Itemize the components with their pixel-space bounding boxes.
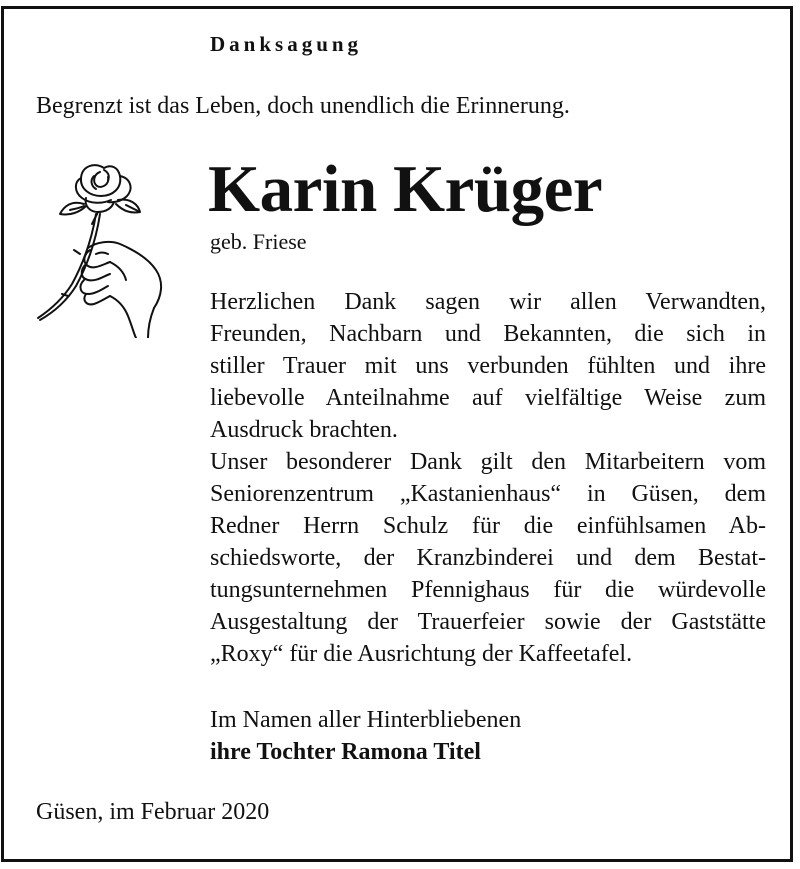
signer-name: ihre Tochter Ramona Titel [210, 739, 481, 765]
notice-heading: Danksagung [210, 32, 363, 56]
thanks-line: Seniorenzentrum „Kastanienhaus“ in Güsen, dem [210, 481, 766, 507]
rose-in-hand-icon [34, 158, 174, 338]
signoff-line: Im Namen aller Hinterbliebenen [210, 707, 522, 733]
thanks-line: schiedsworte, der Kranzbinderei und dem Bestat- [210, 545, 766, 571]
signoff-block [210, 704, 521, 768]
deceased-name: Karin Krüger [208, 152, 603, 226]
thanks-line: stiller Trauer mit uns verbunden fühlten und ihre [210, 353, 766, 379]
thanks-line: liebevolle Anteilnahme auf vielfältige Weise zum [210, 385, 766, 411]
notice-motto: Begrenzt ist das Leben, doch unendlich die Erinnerung. [36, 93, 570, 119]
thanks-line: Freunden, Nachbarn und Bekannten, die sich in [210, 321, 766, 347]
thanks-line: Herzlichen Dank sagen wir allen Verwandten, [210, 289, 766, 315]
thanks-line: tungsunternehmen Pfennighaus für die würdevolle [210, 577, 766, 603]
maiden-name: geb. Friese [210, 229, 307, 254]
thanks-line: Redner Herrn Schulz für die einfühlsamen Ab- [210, 513, 766, 539]
place-date: Güsen, im Februar 2020 [36, 799, 270, 825]
thanks-text [210, 286, 766, 670]
thanks-line: Unser besonderer Dank gilt den Mitarbeitern vom [210, 449, 766, 475]
thanks-line: Ausgestaltung der Trauerfeier sowie der Gaststätte [210, 609, 766, 635]
thanks-line: Ausdruck brachten. [210, 417, 398, 443]
thanks-line: „Roxy“ für die Ausrichtung der Kaffeetafel. [210, 641, 633, 667]
